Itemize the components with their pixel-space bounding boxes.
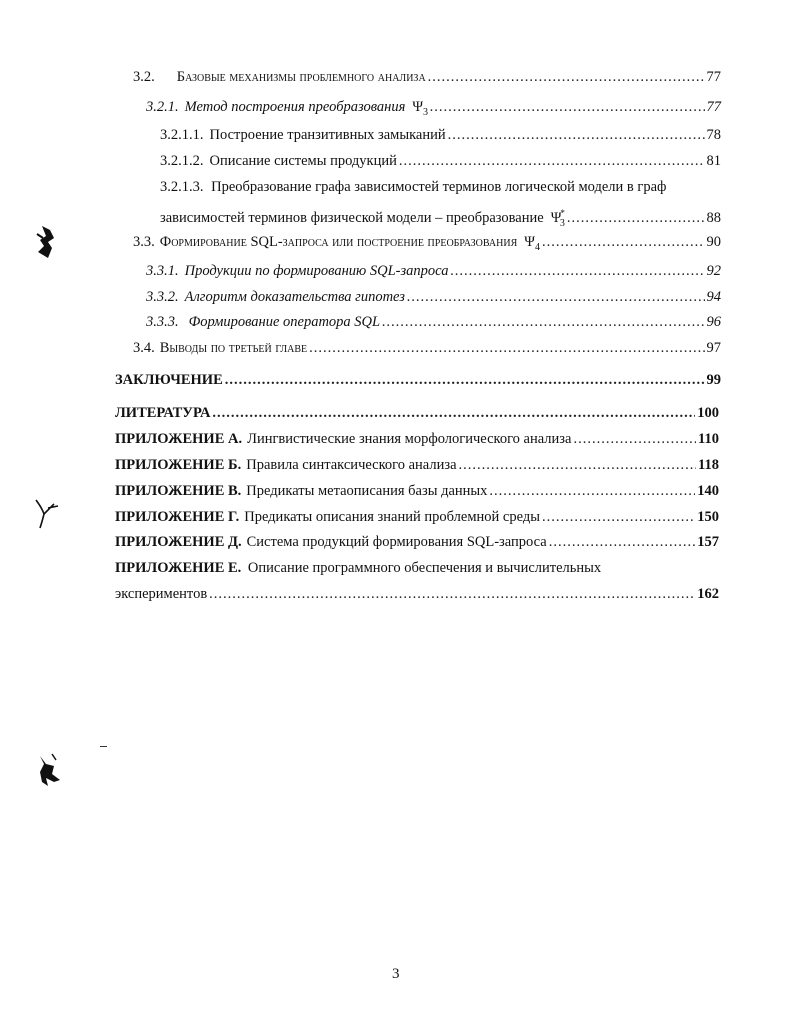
toc-entry	[160, 152, 721, 170]
ink-dash	[100, 746, 107, 747]
toc-title: Выводы по третьей главе	[159, 340, 308, 356]
toc-entry	[115, 371, 721, 389]
toc-entry	[133, 68, 721, 86]
toc-page: 99	[706, 372, 721, 388]
appendix-label: ПРИЛОЖЕНИЕ Е.	[115, 560, 242, 576]
toc-page: 157	[697, 534, 719, 550]
toc-entry	[115, 533, 719, 551]
toc-page: 94	[706, 289, 721, 305]
toc-title: Лингвистические знания морфологического анализа	[247, 431, 572, 447]
toc-page: 77	[706, 69, 721, 85]
toc-title: Описание системы продукций	[209, 153, 397, 169]
toc-entry	[115, 585, 719, 603]
toc-title: Система продукций формирования SQL-запроса	[246, 534, 547, 550]
toc-title: Алгоритм доказательства гипотез	[184, 289, 405, 305]
toc-title: ЗАКЛЮЧЕНИЕ	[115, 372, 223, 388]
toc-page: 88	[706, 209, 721, 226]
ink-mark	[34, 752, 68, 792]
ink-mark	[32, 494, 62, 530]
toc-number: 3.3.2.	[146, 289, 179, 305]
toc-entry: 3.3. Формирование SQL-запроса или построение преобразования $\Psi_4$ ..... 90	[133, 233, 721, 257]
toc-page: 118	[698, 457, 719, 473]
toc-number: 3.3.	[133, 234, 155, 250]
toc-entry	[146, 262, 721, 280]
toc-entry	[115, 456, 719, 474]
toc-title: Описание программного обеспечения и вычислительных	[247, 560, 602, 576]
toc-title: Преобразование графа зависимостей терминов логической модели в граф	[211, 179, 667, 195]
appendix-label: ПРИЛОЖЕНИЕ Б.	[115, 457, 242, 473]
toc-entry	[115, 482, 719, 500]
psi-symbol: Ψ	[550, 209, 562, 226]
toc-title: ЛИТЕРАТУРА	[115, 405, 211, 421]
toc-title: Формирование оператора SQL	[188, 314, 381, 330]
toc-number: 3.3.1.	[146, 263, 179, 279]
toc-number: 3.4.	[133, 340, 155, 356]
toc-number: 3.2.1.2.	[160, 153, 204, 169]
toc-entry	[115, 430, 719, 448]
toc-page: 140	[697, 483, 719, 499]
toc-entry	[146, 288, 721, 306]
toc-title: Формирование SQL-запроса или построение преобразования	[159, 234, 518, 250]
toc-title-continued: зависимостей терминов физической модели – преобразование	[160, 209, 544, 226]
toc-number: 3.2.1.3.	[160, 179, 204, 195]
toc-page: 150	[697, 509, 719, 525]
toc-page: 92	[706, 263, 721, 279]
toc-page: 110	[698, 431, 719, 447]
toc-number: 3.2.1.1.	[160, 127, 204, 143]
toc-page: 81	[706, 153, 721, 169]
toc-entry	[160, 126, 721, 144]
toc-page: 96	[706, 314, 721, 330]
toc-entry	[115, 404, 719, 422]
toc-title: Продукции по формированию SQL-запроса	[184, 263, 449, 279]
toc-number: 3.2.	[133, 69, 155, 85]
toc-title: Базовые механизмы проблемного анализа	[176, 69, 426, 85]
page-number: 3	[392, 966, 400, 982]
toc-entry: зависимостей терминов физической модели – преобразование $\Psi^*_3$ ..... 88	[160, 204, 721, 233]
toc-entry	[146, 313, 721, 331]
toc-entry	[133, 339, 721, 357]
toc-title: Построение транзитивных замыканий	[209, 127, 446, 143]
toc-page: 97	[706, 340, 721, 356]
toc-number: 3.3.3.	[146, 314, 179, 330]
appendix-label: ПРИЛОЖЕНИЕ А.	[115, 431, 243, 447]
toc-page: 77	[706, 99, 721, 115]
toc-title-continued: экспериментов	[115, 586, 208, 602]
toc-title: Правила синтаксического анализа	[246, 457, 457, 473]
toc-page: 100	[697, 405, 719, 421]
toc-page: 162	[697, 586, 719, 602]
toc-title: Метод построения преобразования	[184, 99, 406, 115]
appendix-label: ПРИЛОЖЕНИЕ Г.	[115, 509, 240, 525]
toc-entry: 3.2.1. Метод построения преобразования $\Psi_3$ ..... 77	[146, 98, 721, 122]
psi-symbol: Ψ	[412, 99, 424, 115]
toc-entry	[115, 508, 719, 526]
appendix-label: ПРИЛОЖЕНИЕ В.	[115, 483, 242, 499]
toc-title: Предикаты описания знаний проблемной среды	[244, 509, 540, 525]
toc-page: 90	[706, 234, 721, 250]
ink-mark	[34, 222, 60, 262]
toc-number: 3.2.1.	[146, 99, 179, 115]
toc-page: 78	[706, 127, 721, 143]
toc-entry-line	[160, 178, 666, 196]
toc-title: Предикаты метаописания базы данных	[246, 483, 488, 499]
toc-entry-line	[115, 559, 601, 577]
psi-symbol: Ψ	[524, 234, 535, 250]
appendix-label: ПРИЛОЖЕНИЕ Д.	[115, 534, 242, 550]
